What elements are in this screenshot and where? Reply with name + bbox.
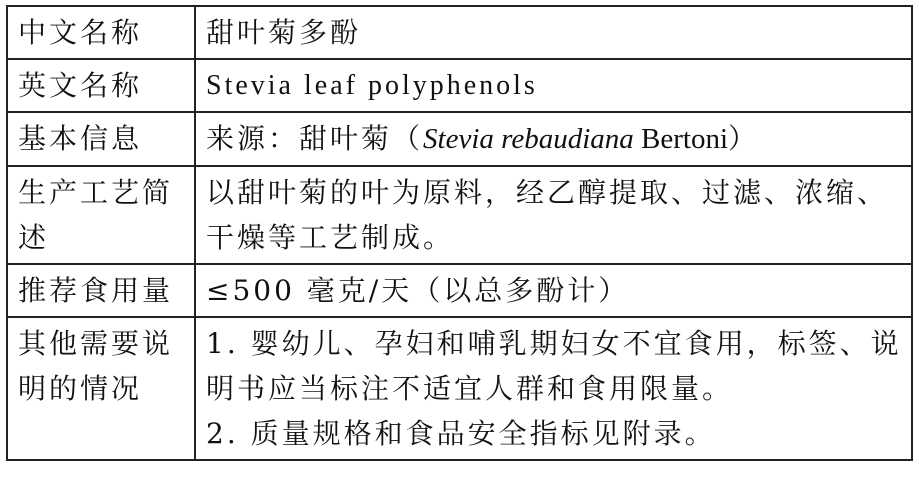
info-table (6, 5, 913, 461)
row-label: 基本信息 (7, 112, 195, 166)
row-value (195, 317, 912, 460)
source-suffix: ） (728, 122, 760, 155)
row-value (195, 112, 912, 166)
row-value: ≤500 毫克/天（以总多酚计） (195, 264, 912, 317)
table-row (7, 317, 912, 460)
species-name: Stevia rebaudiana (423, 123, 634, 155)
note-line: 2. 质量规格和食品安全指标见附录。 (206, 417, 716, 450)
row-value: 以甜叶菊的叶为原料，经乙醇提取、过滤、浓缩、干燥等工艺制成。 (195, 166, 912, 264)
table-row (7, 6, 912, 59)
table-row (7, 264, 912, 317)
row-label: 中文名称 (7, 6, 195, 59)
row-label: 英文名称 (7, 59, 195, 112)
row-label: 其他需要说明的情况 (7, 317, 195, 460)
row-label: 推荐食用量 (7, 264, 195, 317)
row-value: Stevia leaf polyphenols (195, 59, 912, 112)
row-label: 生产工艺简述 (7, 166, 195, 264)
table-row (7, 166, 912, 264)
table-row (7, 59, 912, 112)
row-value: 甜叶菊多酚 (195, 6, 912, 59)
source-prefix: 来源：甜叶菊（ (206, 122, 424, 155)
table-row (7, 112, 912, 166)
note-line: 1. 婴幼儿、孕妇和哺乳期妇女不宜食用，标签、说明书应当标注不适宜人群和食用限量。 (206, 327, 902, 405)
species-author: Bertoni (633, 123, 729, 155)
